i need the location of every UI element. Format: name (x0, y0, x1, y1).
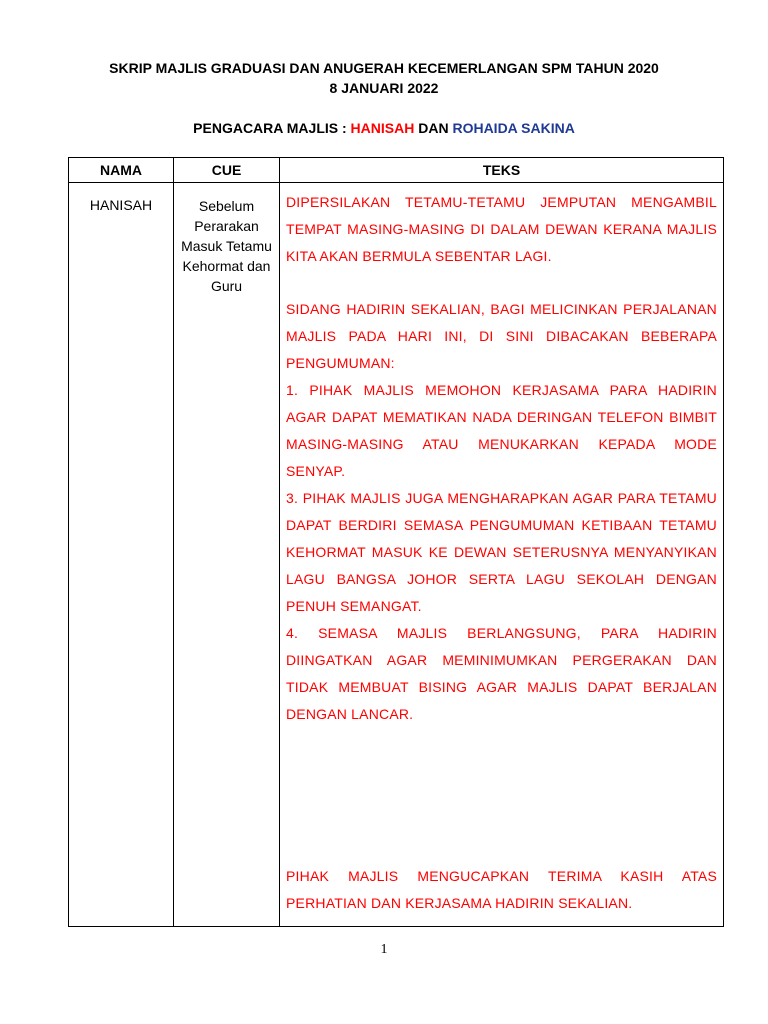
script-paragraph: 4. SEMASA MAJLIS BERLANGSUNG, PARA HADIRIN DIINGATKAN AGAR MEMINIMUMKAN PERGERAKAN DAN TIDAK MEMBUAT BISING AGAR MAJLIS DAPAT BERJALAN DENGAN LANCAR. (286, 625, 717, 722)
emcee-label: PENGACARA MAJLIS : (193, 120, 351, 136)
page-number: 1 (380, 942, 388, 957)
emcee-name-2: ROHAIDA SAKINA (452, 120, 575, 136)
table-header-row (69, 158, 724, 183)
document-date: 8 JANUARI 2022 (329, 80, 439, 96)
emcee-name-1: HANISAH (350, 120, 415, 136)
script-paragraph: DIPERSILAKAN TETAMU-TETAMU JEMPUTAN MENGAMBIL TEMPAT MASING-MASING DI DALAM DEWAN KERANA MAJLIS KITA AKAN BERMULA SEBENTAR LAGI. (286, 194, 717, 264)
table-row (69, 183, 724, 927)
document-title: SKRIP MAJLIS GRADUASI DAN ANUGERAH KECEMERLANGAN SPM TAHUN 2020 (109, 60, 659, 76)
cell-nama: HANISAH (69, 183, 174, 927)
header-teks: TEKS (280, 158, 724, 183)
script-closing: PIHAK MAJLIS MENGUCAPKAN TERIMA KASIH ATAS PERHATIAN DAN KERJASAMA HADIRIN SEKALIAN. (286, 868, 717, 911)
emcee-line (0, 118, 768, 138)
header-nama: NAMA (69, 158, 174, 183)
cue-line: Kehormat dan (182, 258, 271, 274)
header-cue: CUE (174, 158, 280, 183)
script-paragraph: 1. PIHAK MAJLIS MEMOHON KERJASAMA PARA HADIRIN AGAR DAPAT MEMATIKAN NADA DERINGAN TELEFON BIMBIT MASING-MASING ATAU MENUKARKAN KEPADA MODE SENYAP. (286, 382, 717, 479)
emcee-and: DAN (414, 120, 453, 136)
cue-line: Masuk Tetamu (181, 238, 272, 254)
cell-teks (280, 183, 724, 927)
cell-cue (174, 183, 280, 927)
cue-line: Sebelum (198, 198, 255, 214)
script-table (68, 157, 724, 927)
script-paragraph: 3. PIHAK MAJLIS JUGA MENGHARAPKAN AGAR PARA TETAMU DAPAT BERDIRI SEMASA PENGUMUMAN KETIBAAN TETAMU KEHORMAT MASUK KE DEWAN SETERUSNYA MENYANYIKAN LAGU BANGSA JOHOR SERTA LAGU SEKOLAH DENGAN PENUH SEMANGAT. (286, 490, 717, 614)
cue-line: Perarakan (194, 218, 259, 234)
cue-line: Guru (210, 278, 243, 294)
script-paragraph: SIDANG HADIRIN SEKALIAN, BAGI MELICINKAN PERJALANAN MAJLIS PADA HARI INI, DI SINI DIBACAKAN BEBERAPA PENGUMUMAN: (286, 301, 717, 371)
